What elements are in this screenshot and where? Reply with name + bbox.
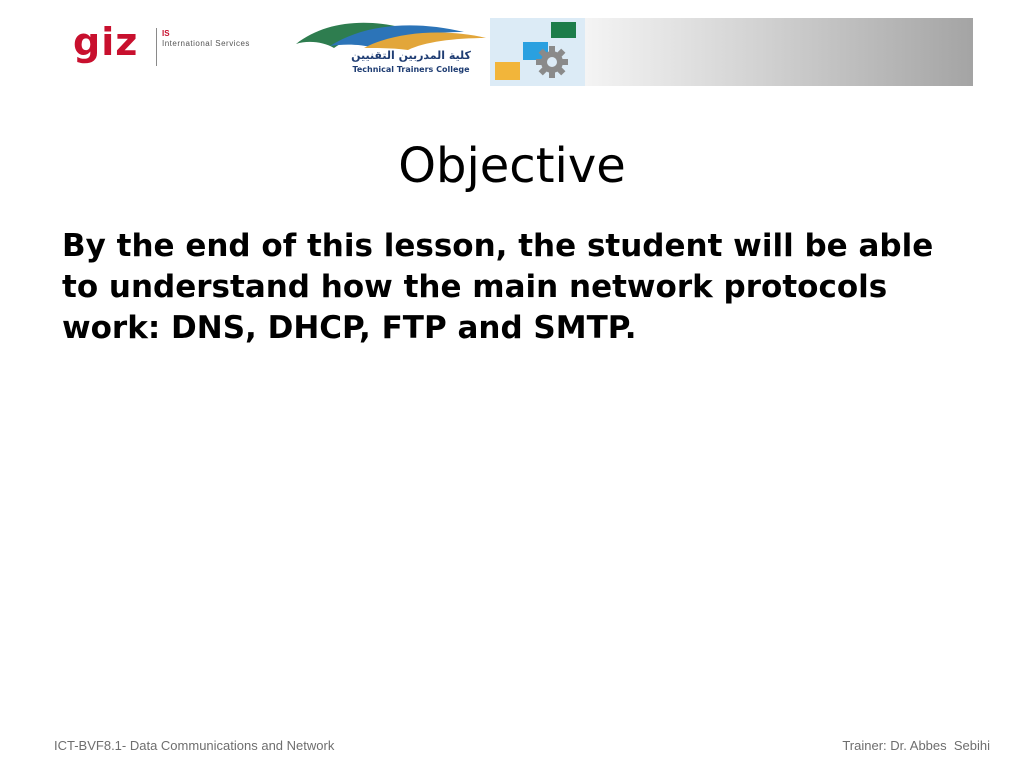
- giz-logo: [50, 18, 290, 86]
- footer-course-label: ICT-BVF8.1- Data Communications and Network: [54, 738, 335, 753]
- college-emblem-icon: [294, 18, 488, 52]
- blocks-gear-logo: [490, 18, 585, 86]
- footer-trainer-label: Trainer: Dr. Abbes Sebihi: [842, 738, 990, 753]
- header-banner: [50, 18, 973, 86]
- gear-blocks-icon: [490, 18, 585, 86]
- college-arabic-name: كلية المدربين التقنيين: [351, 49, 471, 62]
- college-logo: [294, 18, 488, 86]
- slide-body-text: By the end of this lesson, the student will be able to understand how the main network protocols work: DNS, DHCP, FTP and SMTP.: [62, 228, 934, 346]
- giz-wordmark: giz: [73, 20, 139, 64]
- giz-logo-tag: IS: [162, 29, 170, 38]
- header-gradient-bar: [585, 18, 973, 86]
- giz-logo-divider: [156, 28, 157, 66]
- giz-logo-subtitle: International Services: [162, 39, 250, 48]
- college-english-name: Technical Trainers College: [352, 65, 470, 74]
- slide-title: Objective: [398, 138, 626, 194]
